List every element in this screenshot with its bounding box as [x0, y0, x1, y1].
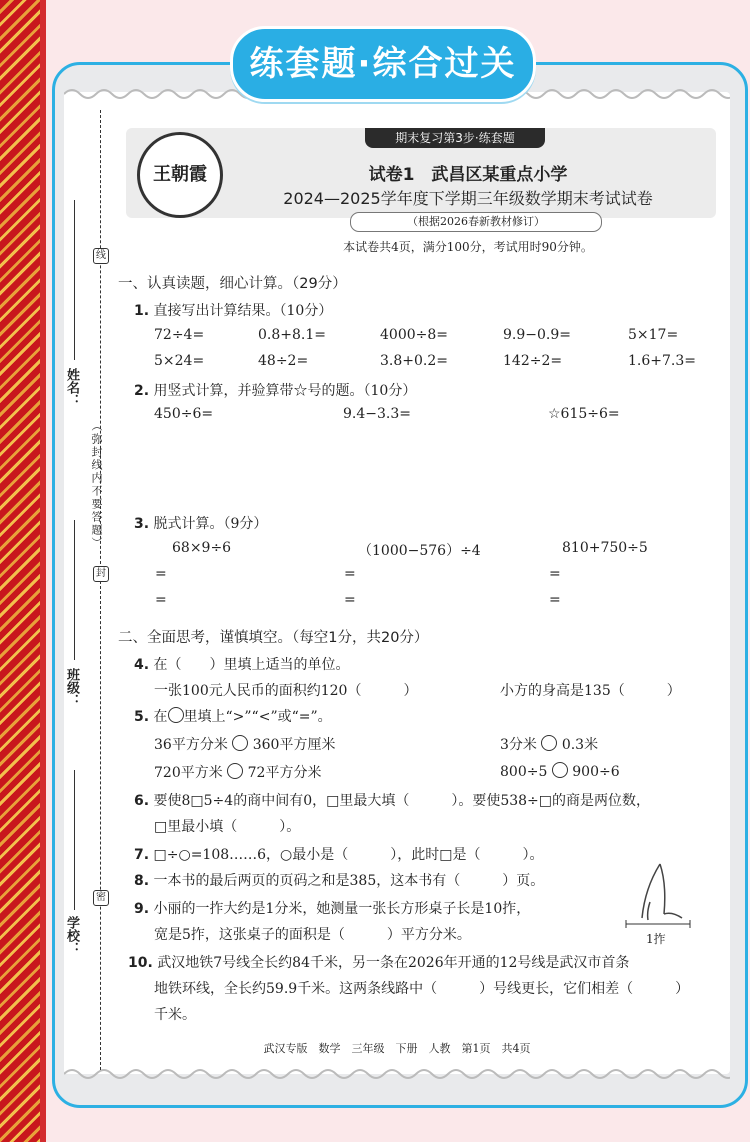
q3-item-1: 68×9÷6: [172, 540, 232, 556]
name-field[interactable]: [74, 200, 75, 360]
q2-number: 2.: [134, 383, 150, 399]
decorative-ribbon: [0, 0, 40, 1142]
q2-item-2: 9.4−3.3=: [343, 406, 411, 422]
section1-title: 一、认真读题，细心计算。（29分）: [118, 276, 347, 292]
binding-note: （弥封线内不要答题）: [90, 420, 103, 550]
hand-span-label: 1拃: [646, 932, 666, 946]
q9-line2[interactable]: 宽是5拃，这张桌子的面积是（ ）平方分米。: [154, 927, 471, 943]
q1-r2-c3: 3.8+0.2=: [380, 353, 448, 369]
q1-number: 1.: [134, 303, 150, 319]
q2-text: 用竖式计算，并验算带☆号的题。（10分）: [153, 383, 417, 399]
q6-number: 6.: [134, 793, 150, 809]
q5-number: 5.: [134, 709, 150, 725]
compare-circle-4[interactable]: [552, 762, 568, 778]
edition-note: （根据2026春新教材修订）: [350, 212, 602, 232]
q3-number: 3.: [134, 516, 150, 532]
q10-number: 10.: [128, 955, 153, 971]
q1-r1-c3: 4000÷8=: [380, 327, 448, 343]
q1-r1-c2: 0.8+8.1=: [258, 327, 326, 343]
q4-blank-b[interactable]: 小方的身高是135（ ）: [500, 683, 681, 699]
bottom-wave-border: [64, 1066, 730, 1082]
q2-item-1: 450÷6=: [154, 406, 214, 422]
q3-eq: =: [549, 566, 561, 582]
q7-number: 7.: [134, 847, 150, 863]
q1-r1-c1: 72÷4=: [154, 327, 205, 343]
q10-line1: 武汉地铁7号线全长约84千米，另一条在2026年开通的12号线是武汉市首条: [157, 955, 630, 971]
q4-blank-a[interactable]: 一张100元人民币的面积约120（ ）: [154, 683, 418, 699]
q5-left-3: 720平方米: [154, 765, 223, 781]
q10-line2[interactable]: 地铁环线，全长约59.9千米。这两条线路中（ ）号线更长，它们相差（ ）: [154, 981, 690, 997]
compare-circle-icon: [168, 707, 184, 723]
q3-eq: =: [549, 592, 561, 608]
class-label: 班级：: [64, 668, 79, 707]
paper-subtitle: 2024—2025学年度下学期三年级数学期末考试试卷: [283, 189, 653, 208]
q3-eq: =: [344, 566, 356, 582]
compare-circle-3[interactable]: [227, 763, 243, 779]
q6-line2[interactable]: □里最小填（ ）。: [154, 819, 301, 835]
q5-right-3: 72平方分米: [247, 765, 322, 781]
school-field[interactable]: [74, 770, 75, 910]
q1-r2-c4: 142÷2=: [503, 353, 563, 369]
seal-mark-secret: 密: [93, 890, 109, 906]
exam-info: 本试卷共4页，满分100分，考试用时90分钟。: [343, 240, 593, 254]
q5-right-2: 0.3米: [561, 737, 599, 753]
q3-text: 脱式计算。（9分）: [153, 516, 268, 532]
q4-number: 4.: [134, 657, 150, 673]
q1-text: 直接写出计算结果。（10分）: [153, 303, 333, 319]
q1-r2-c1: 5×24=: [154, 353, 205, 369]
q1-r1-c4: 9.9−0.9=: [503, 327, 571, 343]
q3-eq: =: [344, 592, 356, 608]
brand-logo: 王朝霞: [137, 132, 223, 218]
q4-text: 在（ ）里填上适当的单位。: [153, 657, 350, 673]
class-field[interactable]: [74, 520, 75, 660]
q5-left-1: 36平方分米: [154, 737, 228, 753]
q5-left-4: 800÷5: [500, 764, 548, 780]
q3-item-2: （1000−576）÷4: [358, 543, 481, 559]
q3-item-3: 810+750÷5: [562, 540, 648, 556]
q6-line1[interactable]: 要使8□5÷4的商中间有0，□里最大填（ ）。要使538÷□的商是两位数，: [153, 793, 651, 809]
q10-line3: 千米。: [154, 1007, 196, 1023]
banner-title: 练套题·综合过关: [230, 26, 536, 102]
q9-number: 9.: [134, 901, 150, 917]
q5-right-1: 360平方厘米: [252, 737, 336, 753]
q1-r1-c5: 5×17=: [628, 327, 679, 343]
q8-text[interactable]: 一本书的最后两页的页码之和是385，这本书有（ ）页。: [153, 873, 545, 889]
page-footer: 武汉专版 数学 三年级 下册 人教 第1页 共4页: [263, 1042, 531, 1055]
paper-title: 试卷1 武昌区某重点小学: [368, 165, 568, 185]
school-label: 学校：: [64, 916, 79, 955]
q7-text[interactable]: □÷○=108……6，○最小是（ ），此时□是（ ）。: [153, 847, 544, 863]
q5-left-2: 3分米: [500, 737, 537, 753]
q8-number: 8.: [134, 873, 150, 889]
q1-r2-c2: 48÷2=: [258, 353, 309, 369]
q1-r2-c5: 1.6+7.3=: [628, 353, 696, 369]
q3-eq: =: [155, 566, 167, 582]
q5-pre: 在: [153, 709, 168, 725]
q5-right-4: 900÷6: [572, 764, 620, 780]
compare-circle-2[interactable]: [541, 735, 557, 751]
q5-text: 里填上“>”“<”或“=”。: [183, 709, 332, 725]
q9-line1: 小丽的一拃大约是1分米，她测量一张长方形桌子长是10拃，: [153, 901, 531, 917]
header-tab: 期末复习第3步·练套题: [365, 128, 545, 148]
q2-item-3: ☆615÷6=: [548, 406, 620, 422]
seal-mark-seal: 封: [93, 566, 109, 582]
section2-title: 二、全面思考，谨慎填空。（每空1分，共20分）: [118, 630, 429, 646]
compare-circle-1[interactable]: [232, 735, 248, 751]
seal-mark-line: 线: [93, 248, 109, 264]
name-label: 姓名：: [64, 368, 79, 407]
q3-eq: =: [155, 592, 167, 608]
